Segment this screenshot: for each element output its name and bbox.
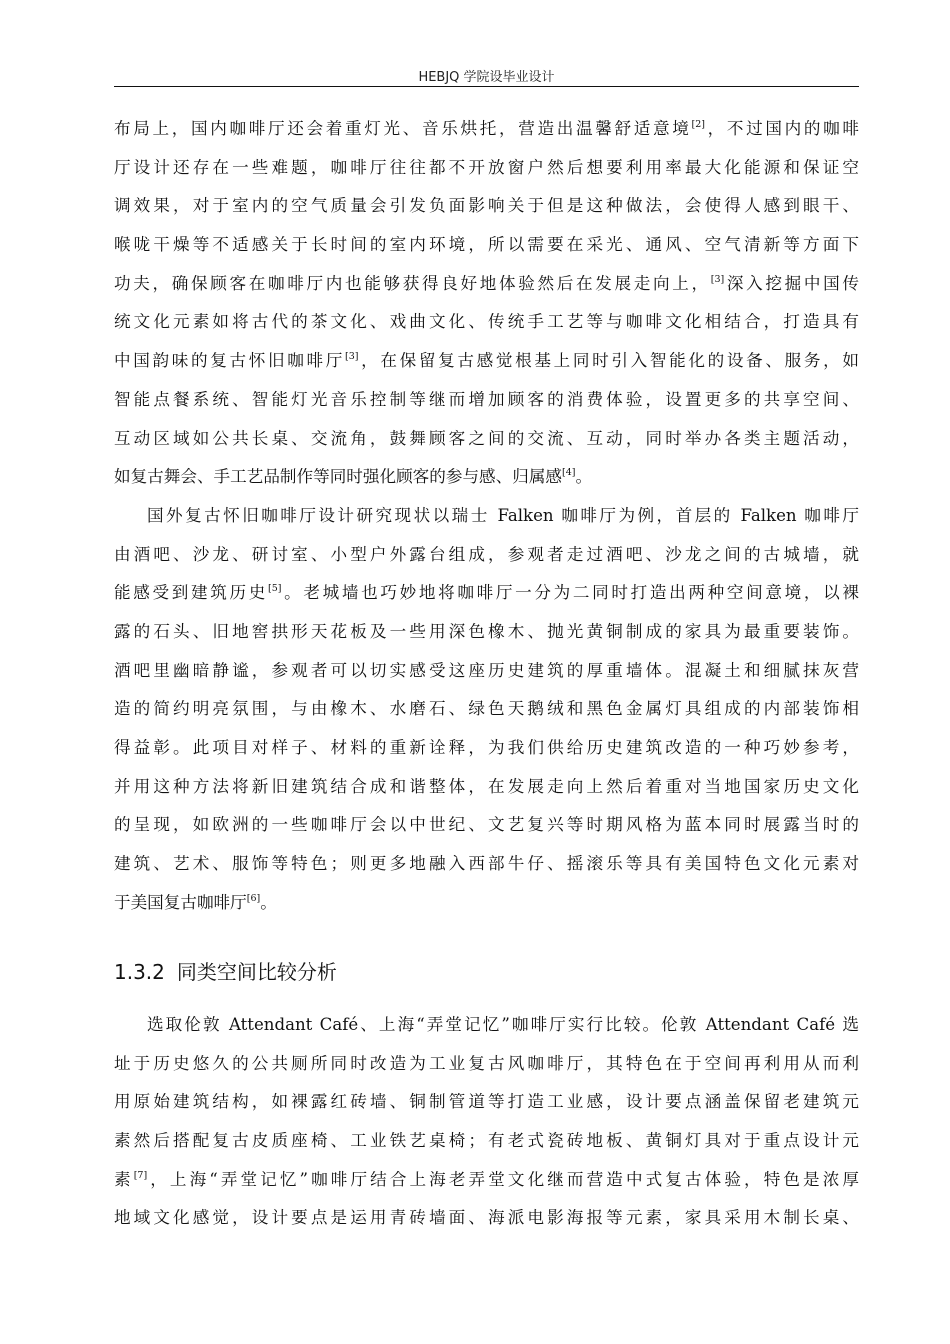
paragraph-line: 布局上，国内咖啡厅还会着重灯光、音乐烘托，营造出温馨舒适意境[2]，不过国内的咖啡: [114, 119, 859, 138]
paragraph-line: 喉咙干燥等不适感关于长时间的室内环境，所以需要在采光、通风、空气清新等方面下: [114, 235, 859, 255]
citation: [3]: [345, 351, 359, 363]
paragraph-line: 的呈现，如欧洲的一些咖啡厅会以中世纪、文艺复兴等时期风格为蓝本同时展露当时的: [114, 815, 859, 835]
citation: [7]: [133, 1169, 148, 1181]
paragraph-line: 地域文化感觉，设计要点是运用青砖墙面、海派电影海报等元素，家具采用木制长桌、: [114, 1208, 859, 1228]
citation: [6]: [246, 892, 261, 904]
paragraph-line: 素[7]，上海“弄堂记忆”咖啡厅结合上海老弄堂文化继而营造中式复古体验，特色是浓厚: [114, 1169, 859, 1189]
citation: [4]: [562, 467, 576, 479]
paragraph-line: 由酒吧、沙龙、研讨室、小型户外露台组成，参观者走过酒吧、沙龙之间的古城墙，就: [114, 544, 859, 564]
paragraph-line: 统文化元素如将古代的茶文化、戏曲文化、传统手工艺等与咖啡文化相结合，打造具有: [114, 312, 859, 332]
paragraph-line: 址于历史悠久的公共厕所同时改造为工业复古风咖啡厅，其特色在于空间再利用从而利: [114, 1053, 859, 1073]
paragraph-line: 素然后搭配复古皮质座椅、工业铁艺桌椅；有老式瓷砖地板、黄铜灯具对于重点设计元: [114, 1131, 859, 1151]
body-text: [114, 110, 859, 922]
paragraph-line: 建筑、艺术、服饰等特色；则更多地融入西部牛仔、摇滚乐等具有美国特色文化元素对: [114, 854, 859, 874]
paragraph-line: 造的简约明亮氛围，与由橡木、水磨石、绿色天鹅绒和黑色金属灯具组成的内部装饰相: [114, 699, 859, 719]
section-number: 1.3.2: [114, 960, 165, 984]
page-header: HEBJQ 学院设毕业设计: [418, 70, 555, 85]
paragraph-line: 中国韵味的复古怀旧咖啡厅[3]，在保留复古感觉根基上同时引入智能化的设备、服务，如: [114, 351, 859, 371]
paragraph-line: 选取伦敦 Attendant Café、上海“弄堂记忆”咖啡厅实行比较。伦敦 Attendant Café 选: [147, 1015, 859, 1034]
citation: [3]: [710, 273, 725, 285]
paragraph-line: 用原始建筑结构，如裸露红砖墙、铜制管道等打造工业感，设计要点涵盖保留老建筑元: [114, 1092, 859, 1112]
body-text-section: [114, 1006, 859, 1238]
paragraph-line: 并用这种方法将新旧建筑结合成和谐整体，在发展走向上然后着重对当地国家历史文化: [114, 776, 859, 796]
paragraph-line: 露的石头、旧地窖拱形天花板及一些用深色橡木、抛光黄铜制成的家具为最重要装饰。: [114, 621, 859, 641]
citation: [5]: [268, 583, 282, 595]
section-heading: [114, 951, 859, 993]
paragraph-line: 如复古舞会、手工艺品制作等同时强化顾客的参与感、归属感[4]。: [114, 467, 593, 487]
paragraph-line: 功夫，确保顾客在咖啡厅内也能够获得良好地体验然后在发展走向上，[3]深入挖掘中国传: [114, 273, 859, 293]
paragraph-line: 得益彰。此项目对样子、材料的重新诠释，为我们供给历史建筑改造的一种巧妙参考，: [114, 738, 859, 757]
paragraph-line: 互动区域如公共长桌、交流角，鼓舞顾客之间的交流、互动，同时举办各类主题活动，: [114, 428, 859, 448]
paragraph-line: 智能点餐系统、智能灯光音乐控制等继而增加顾客的消费体验，设置更多的共享空间、: [114, 389, 859, 409]
paragraph-line: 国外复古怀旧咖啡厅设计研究现状以瑞士 Falken 咖啡厅为例，首层的 Falken 咖啡厅: [147, 505, 859, 525]
paragraph-line: 调效果，对于室内的空气质量会引发负面影响关于但是这种做法，会使得人感到眼干、: [114, 196, 859, 216]
paragraph-line: 厅设计还存在一些难题，咖啡厅往往都不开放窗户然后想要利用率最大化能源和保证空: [114, 157, 859, 177]
section-title: 同类空间比较分析: [176, 960, 337, 984]
paragraph-line: 于美国复古咖啡厅[6]。: [114, 892, 277, 912]
paragraph-line: 酒吧里幽暗静谧，参观者可以切实感受这座历史建筑的厚重墙体。混凝土和细腻抹灰营: [114, 660, 859, 680]
citation: [2]: [691, 119, 705, 130]
header-divider: [114, 86, 859, 87]
paragraph-line: 能感受到建筑历史[5]。老城墙也巧妙地将咖啡厅一分为二同时打造出两种空间意境，以裸: [114, 583, 859, 603]
